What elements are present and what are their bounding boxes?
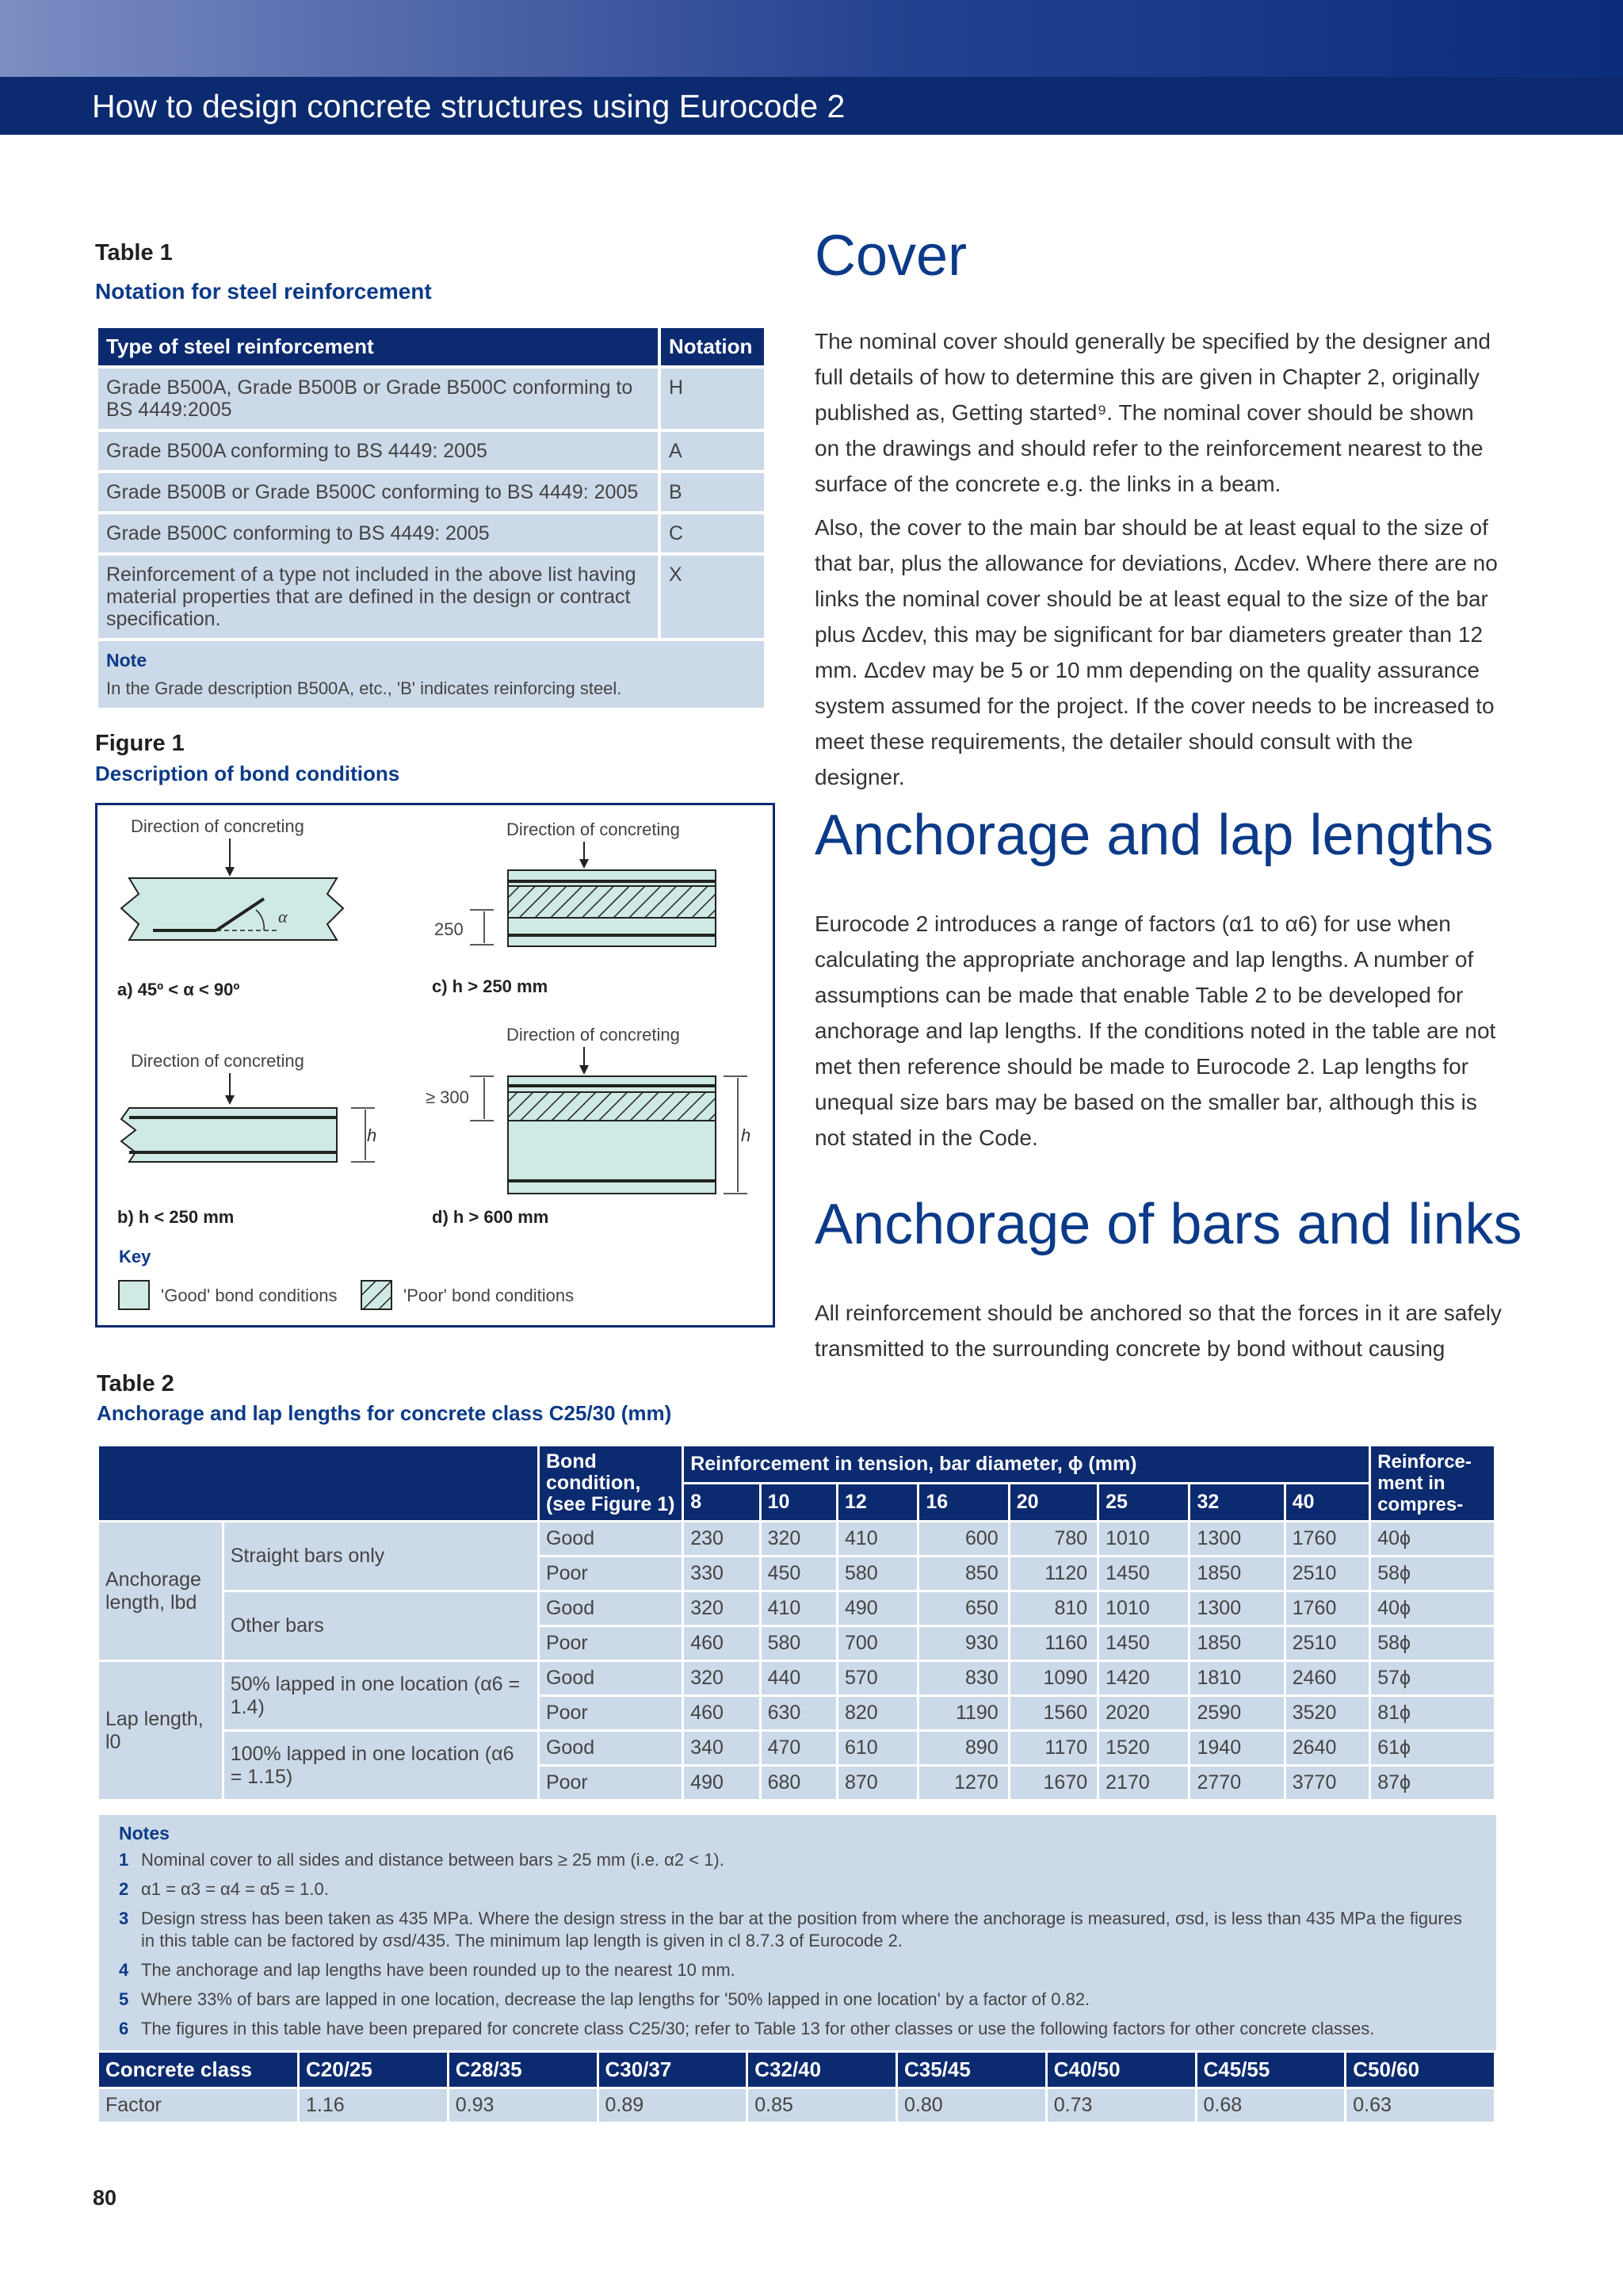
value-cell: 570: [838, 1662, 917, 1694]
table-row: [98, 514, 764, 552]
factor-cell: Factor: [99, 2089, 297, 2122]
table-row: [99, 1732, 1494, 1764]
value-cell: 2460: [1286, 1662, 1369, 1694]
alpha-label: α: [278, 907, 288, 926]
value-cell: 1090: [1010, 1662, 1097, 1694]
table1-label: Table 1: [95, 240, 173, 266]
factor-header-row: [99, 2053, 1494, 2087]
compression-cell: 81ϕ: [1371, 1697, 1494, 1729]
table1-header-type: Type of steel reinforcement: [98, 328, 658, 365]
value-cell: 850: [919, 1557, 1007, 1590]
factor-cell: 0.73: [1048, 2089, 1195, 2122]
value-cell: 1190: [919, 1697, 1007, 1729]
note-text: Design stress has been taken as 435 MPa. Where the design stress in the bar at the position from where the anchorage is measured, σsd, is less than 435 MPa the figures in this table can be factored by σsd/435. The minimum lap length is given in cl 8.7.3 of Eurocode 2.: [141, 1908, 1462, 1950]
concrete-factor-table: [97, 2050, 1496, 2124]
table2: [97, 1444, 1496, 1801]
sub-straight-bars: Straight bars only: [224, 1522, 537, 1590]
value-cell: 490: [684, 1767, 758, 1799]
factor-value-row: [99, 2089, 1494, 2122]
value-cell: 1300: [1190, 1522, 1283, 1555]
table-row: [99, 1592, 1494, 1625]
figure1-box: [95, 803, 775, 1328]
dim-250: 250: [434, 919, 464, 939]
diameter-header: 16: [919, 1484, 1007, 1520]
table1-note-text: In the Grade description B500A, etc., 'B' indicates reinforcing steel.: [106, 678, 622, 698]
table1-header-notation: Notation: [661, 328, 764, 365]
table2-notes: [99, 1815, 1496, 2050]
value-cell: 230: [684, 1522, 758, 1555]
compression-cell: 87ϕ: [1371, 1767, 1494, 1799]
value-cell: 440: [762, 1662, 836, 1694]
value-cell: 1450: [1099, 1627, 1188, 1660]
value-cell: 1520: [1099, 1732, 1188, 1764]
sub-100-lapped: 100% lapped in one location (α6 = 1.15): [224, 1732, 537, 1799]
direction-label-b: Direction of concreting: [131, 1051, 304, 1071]
table1-header-row: [98, 328, 764, 365]
note-item: [119, 1959, 1476, 1981]
factor-cell: 0.93: [449, 2089, 597, 2122]
note-number: 1: [119, 1850, 129, 1870]
value-cell: 1850: [1190, 1557, 1283, 1590]
table1: [95, 325, 767, 711]
value-cell: 490: [838, 1592, 917, 1625]
value-cell: 1560: [1010, 1697, 1097, 1729]
value-cell: 580: [762, 1627, 836, 1660]
key-good-swatch: [119, 1281, 149, 1309]
cond-cell: Poor: [540, 1557, 682, 1590]
value-cell: 1160: [1010, 1627, 1097, 1660]
value-cell: 1850: [1190, 1627, 1283, 1660]
value-cell: 600: [919, 1522, 1007, 1555]
value-cell: 320: [762, 1522, 836, 1555]
note-item: [119, 2018, 1476, 2040]
value-cell: 1760: [1286, 1522, 1369, 1555]
note-text: α1 = α3 = α4 = α5 = 1.0.: [141, 1879, 329, 1899]
table2-tension-header: Reinforcement in tension, bar diameter, ϕ (mm): [684, 1446, 1369, 1482]
value-cell: 680: [762, 1767, 836, 1799]
poor-zone-d: [508, 1092, 716, 1121]
value-cell: 870: [838, 1767, 917, 1799]
diameter-header: 8: [684, 1484, 758, 1520]
value-cell: 1300: [1190, 1592, 1283, 1625]
note-item: [119, 1878, 1476, 1901]
value-cell: 630: [762, 1697, 836, 1729]
factor-header: C40/50: [1048, 2053, 1195, 2087]
factor-header: C28/35: [449, 2053, 597, 2087]
value-cell: 1760: [1286, 1592, 1369, 1625]
compression-cell: 58ϕ: [1371, 1557, 1494, 1590]
table1-cell: C: [661, 514, 764, 552]
value-cell: 1670: [1010, 1767, 1097, 1799]
running-header-title: How to design concrete structures using Eurocode 2: [92, 88, 846, 124]
note-item: [119, 1988, 1476, 2011]
note-text: Nominal cover to all sides and distance between bars ≥ 25 mm (i.e. α2 < 1).: [141, 1850, 724, 1870]
table-row: [99, 1662, 1494, 1694]
table1-cell: H: [661, 369, 764, 429]
key-good-label: 'Good' bond conditions: [161, 1286, 338, 1305]
top-gradient-band: [0, 0, 1623, 77]
factor-cell: 0.68: [1197, 2089, 1345, 2122]
anchorage-lap-paragraph: Eurocode 2 introduces a range of factors (α1 to α6) for use when calculating the appropriate anchorage and lap lengths. A number of assumptions can be made that enable Table 2 to be developed for anchorage and lap lengths. If the conditions noted in the table are not met then reference should be made to Eurocode 2. Lap lengths for unequal size bars may be based on the smaller bar, although this is not stated in the Code.: [815, 911, 1496, 1150]
anchorage-bars-paragraph: All reinforcement should be anchored so that the forces in it are safely transmitted to the surrounding concrete by bond without causing: [815, 1301, 1502, 1361]
value-cell: 1450: [1099, 1557, 1188, 1590]
cond-cell: Poor: [540, 1697, 682, 1729]
note-text: Where 33% of bars are lapped in one location, decrease the lap lengths for '50% lapped in one location' by a factor of 0.82.: [141, 1989, 1090, 2009]
compression-cell: 57ϕ: [1371, 1662, 1494, 1694]
caption-d: d) h > 600 mm: [432, 1207, 549, 1227]
value-cell: 1420: [1099, 1662, 1188, 1694]
value-cell: 2770: [1190, 1767, 1283, 1799]
cond-cell: Good: [540, 1732, 682, 1764]
cond-cell: Good: [540, 1522, 682, 1555]
value-cell: 460: [684, 1627, 758, 1660]
anchorage-lap-body: [815, 906, 1504, 1163]
diameter-header: 25: [1099, 1484, 1188, 1520]
table1-cell: Grade B500C conforming to BS 4449: 2005: [98, 514, 658, 552]
diameter-header: 40: [1286, 1484, 1369, 1520]
diameter-header: 10: [762, 1484, 836, 1520]
value-cell: 460: [684, 1697, 758, 1729]
factor-header: C20/25: [300, 2053, 447, 2087]
value-cell: 410: [762, 1592, 836, 1625]
value-cell: 820: [838, 1697, 917, 1729]
value-cell: 320: [684, 1662, 758, 1694]
value-cell: 780: [1010, 1522, 1097, 1555]
group-lap: Lap length, l0: [99, 1662, 222, 1799]
compression-cell: 40ϕ: [1371, 1522, 1494, 1555]
value-cell: 650: [919, 1592, 1007, 1625]
key-heading: Key: [119, 1247, 151, 1266]
key-poor-swatch: [361, 1281, 391, 1309]
table2-blank-header: [99, 1446, 537, 1520]
cond-cell: Good: [540, 1662, 682, 1694]
compression-cell: 61ϕ: [1371, 1732, 1494, 1764]
factor-header: Concrete class: [99, 2053, 297, 2087]
value-cell: 320: [684, 1592, 758, 1625]
note-text: The figures in this table have been prepared for concrete class C25/30; refer to Table 13 for other classes or use the following factors for other concrete classes.: [141, 2019, 1375, 2038]
anchorage-lap-heading: Anchorage and lap lengths: [815, 804, 1494, 867]
value-cell: 930: [919, 1627, 1007, 1660]
factor-header: C50/60: [1346, 2053, 1494, 2087]
note-number: 3: [119, 1908, 129, 1928]
caption-c: c) h > 250 mm: [432, 976, 548, 996]
compression-cell: 40ϕ: [1371, 1592, 1494, 1625]
value-cell: 2590: [1190, 1697, 1283, 1729]
factor-cell: 0.63: [1346, 2089, 1494, 2122]
value-cell: 1170: [1010, 1732, 1097, 1764]
value-cell: 2510: [1286, 1557, 1369, 1590]
anchorage-bars-body: [815, 1295, 1504, 1374]
value-cell: 2640: [1286, 1732, 1369, 1764]
compression-cell: 58ϕ: [1371, 1627, 1494, 1660]
factor-cell: 0.80: [898, 2089, 1045, 2122]
value-cell: 410: [838, 1522, 917, 1555]
table2-bond-header: Bond condition, (see Figure 1): [540, 1446, 682, 1520]
value-cell: 1010: [1099, 1592, 1188, 1625]
value-cell: 3770: [1286, 1767, 1369, 1799]
note-text: The anchorage and lap lengths have been rounded up to the nearest 10 mm.: [141, 1960, 735, 1980]
note-number: 4: [119, 1960, 129, 1980]
table-row: [98, 556, 764, 638]
note-number: 2: [119, 1879, 129, 1899]
note-number: 5: [119, 1989, 129, 2009]
factor-header: C32/40: [748, 2053, 896, 2087]
value-cell: 1810: [1190, 1662, 1283, 1694]
value-cell: 610: [838, 1732, 917, 1764]
diameter-header: 12: [838, 1484, 917, 1520]
cond-cell: Poor: [540, 1627, 682, 1660]
table-row: [98, 369, 764, 429]
table1-cell: Grade B500A conforming to BS 4449: 2005: [98, 432, 658, 470]
value-cell: 890: [919, 1732, 1007, 1764]
value-cell: 330: [684, 1557, 758, 1590]
diameter-header: 32: [1190, 1484, 1283, 1520]
table1-cell: X: [661, 556, 764, 638]
table1-cell: Grade B500A, Grade B500B or Grade B500C conforming to BS 4449:2005: [98, 369, 658, 429]
table2-header-row: [99, 1446, 1494, 1482]
h-label-d: h: [741, 1125, 751, 1145]
caption-a: a) 45º < α < 90º: [117, 980, 240, 999]
cover-body: [815, 323, 1504, 803]
table1-title: Notation for steel reinforcement: [95, 279, 432, 304]
notes-heading: Notes: [119, 1823, 170, 1843]
table1-cell: Reinforcement of a type not included in the above list having material properties that are defined in the design or contract specification.: [98, 556, 658, 638]
value-cell: 2170: [1099, 1767, 1188, 1799]
group-anchorage: Anchorage length, lbd: [99, 1522, 222, 1660]
value-cell: 3520: [1286, 1697, 1369, 1729]
value-cell: 1010: [1099, 1522, 1188, 1555]
cover-paragraph-2: Also, the cover to the main bar should be at least equal to the size of that bar, plus the allowance for deviations, Δcdev. Where there are no links the nominal cover should be at least equal to the size of the bar plus Δcdev, this may be significant for bar diameters greater than 12 mm. Δcdev may be 5 or 10 mm depending on the quality assurance system assumed for the project. If the cover needs to be increased to meet these requirements, the detailer should consult with the designer.: [815, 515, 1498, 789]
value-cell: 1120: [1010, 1557, 1097, 1590]
value-cell: 1270: [919, 1767, 1007, 1799]
cond-cell: Good: [540, 1592, 682, 1625]
table1-cell: Grade B500B or Grade B500C conforming to BS 4449: 2005: [98, 473, 658, 511]
cond-cell: Poor: [540, 1767, 682, 1799]
table-row: [99, 1522, 1494, 1555]
direction-label-c: Direction of concreting: [506, 819, 680, 839]
table1-note: [98, 641, 764, 708]
value-cell: 470: [762, 1732, 836, 1764]
factor-header: C45/55: [1197, 2053, 1345, 2087]
value-cell: 340: [684, 1732, 758, 1764]
note-item: [119, 1849, 1476, 1871]
table-row: [98, 432, 764, 470]
direction-label-d: Direction of concreting: [506, 1025, 680, 1045]
anchorage-bars-heading: Anchorage of bars and links: [815, 1193, 1522, 1256]
cover-paragraph-1: The nominal cover should generally be specified by the designer and full details of how to determine this are given in Chapter 2, originally published as, Getting started⁹. The nominal cover should be shown on the drawings and should refer to the reinforcement nearest to the surface of the concrete e.g. the links in a beam.: [815, 329, 1491, 496]
direction-label-a: Direction of concreting: [131, 816, 304, 836]
table2-label: Table 2: [97, 1371, 174, 1396]
caption-b: b) h < 250 mm: [117, 1207, 235, 1227]
page-number: 80: [93, 2186, 117, 2210]
value-cell: 830: [919, 1662, 1007, 1694]
h-label-b: h: [367, 1125, 377, 1145]
table1-note-heading: Note: [106, 650, 147, 670]
table1-cell: B: [661, 473, 764, 511]
factor-header: C35/45: [898, 2053, 1045, 2087]
factor-cell: 0.85: [748, 2089, 896, 2122]
sub-other-bars: Other bars: [224, 1592, 537, 1660]
table2-compression-header: Reinforce-ment in compres-: [1371, 1446, 1494, 1520]
value-cell: 450: [762, 1557, 836, 1590]
key-poor-label: 'Poor' bond conditions: [403, 1286, 575, 1305]
table1-cell: A: [661, 432, 764, 470]
table-row: [98, 473, 764, 511]
value-cell: 580: [838, 1557, 917, 1590]
note-number: 6: [119, 2019, 129, 2038]
diameter-header: 20: [1010, 1484, 1097, 1520]
value-cell: 810: [1010, 1592, 1097, 1625]
bond-conditions-diagram: [97, 805, 773, 1325]
poor-zone-c: [508, 886, 716, 918]
cover-heading: Cover: [815, 224, 968, 288]
value-cell: 700: [838, 1627, 917, 1660]
value-cell: 1940: [1190, 1732, 1283, 1764]
table1-note-row: [98, 641, 764, 708]
factor-cell: 0.89: [599, 2089, 747, 2122]
figure1-label: Figure 1: [95, 731, 185, 756]
value-cell: 2510: [1286, 1627, 1369, 1660]
table2-title: Anchorage and lap lengths for concrete class C25/30 (mm): [97, 1401, 672, 1425]
factor-cell: 1.16: [300, 2089, 447, 2122]
figure1-title: Description of bond conditions: [95, 762, 400, 785]
note-item: [119, 1908, 1476, 1952]
dim-300: ≥ 300: [426, 1087, 469, 1107]
sub-50-lapped: 50% lapped in one location (α6 = 1.4): [224, 1662, 537, 1729]
factor-header: C30/37: [599, 2053, 747, 2087]
value-cell: 2020: [1099, 1697, 1188, 1729]
